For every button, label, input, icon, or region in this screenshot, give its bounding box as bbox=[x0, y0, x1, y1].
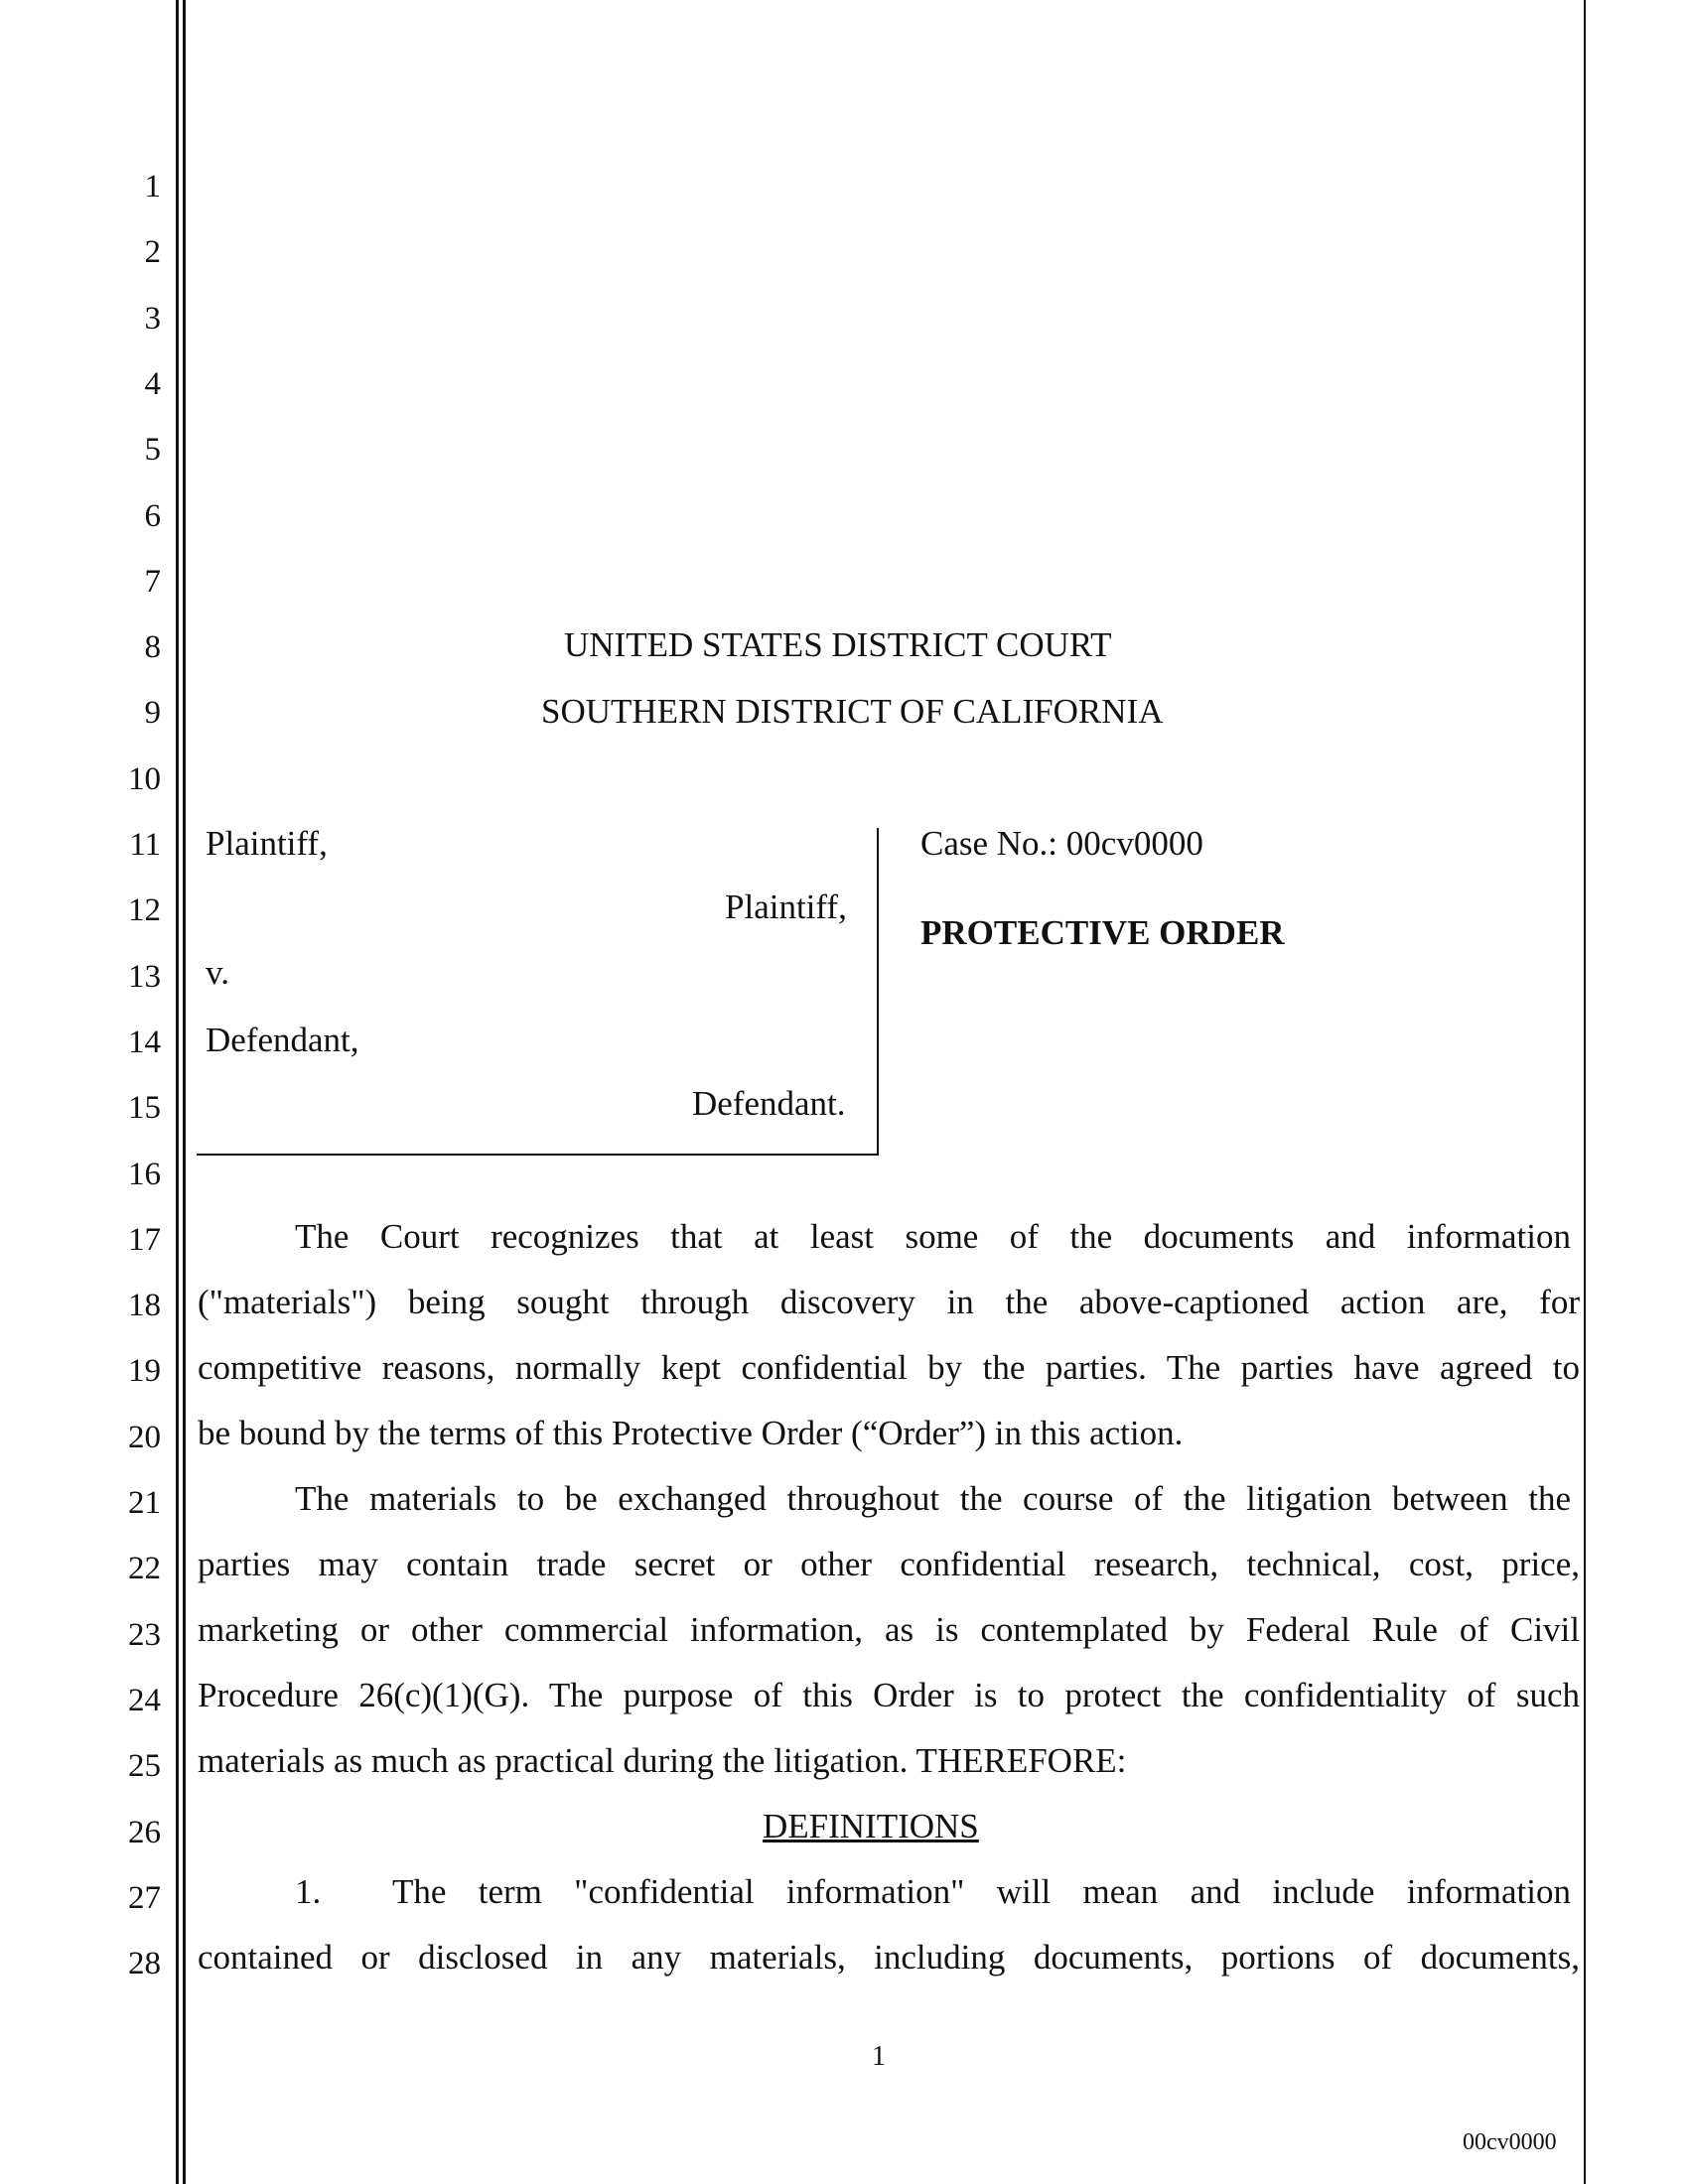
line-number: 18 bbox=[128, 1288, 161, 1324]
line-number: 15 bbox=[128, 1090, 161, 1127]
line-number: 4 bbox=[144, 365, 161, 402]
line-number: 14 bbox=[128, 1024, 161, 1060]
caption-vertical-line bbox=[877, 828, 879, 1156]
line-number: 16 bbox=[128, 1156, 161, 1192]
para2-line-2: parties may contain trade secret or other confidential research, technical, cost, price, bbox=[198, 1545, 1580, 1583]
line-number: 19 bbox=[128, 1353, 161, 1390]
footer-case-ref: 00cv0000 bbox=[1463, 2129, 1557, 2155]
item-1-line-2: contained or disclosed in any materials, including documents, portions of documents, bbox=[198, 1938, 1580, 1977]
line-number: 26 bbox=[128, 1814, 161, 1850]
case-number: Case No.: 00cv0000 bbox=[920, 824, 1203, 863]
line-number: 13 bbox=[128, 958, 161, 995]
plaintiff-role: Plaintiff, bbox=[725, 887, 847, 926]
left-double-rule-inner bbox=[183, 0, 186, 2184]
para2-line-3: marketing or other commercial information, as is contemplated by Federal Rule of Civil bbox=[198, 1610, 1580, 1649]
line-number: 25 bbox=[128, 1748, 161, 1785]
line-number: 11 bbox=[129, 827, 161, 863]
line-number: 17 bbox=[128, 1221, 161, 1258]
item-1-number: 1. bbox=[295, 1872, 322, 1911]
left-double-rule-outer bbox=[176, 0, 179, 2184]
line-number: 27 bbox=[128, 1879, 161, 1916]
court-district: SOUTHERN DISTRICT OF CALIFORNIA bbox=[541, 692, 1164, 731]
para1-line-3: competitive reasons, normally kept confidential by the parties. The parties have agreed to bbox=[198, 1348, 1580, 1387]
item-1-line-1: The term "confidential information" will mean and include information bbox=[392, 1872, 1571, 1911]
page-number: 1 bbox=[872, 2041, 886, 2072]
line-number: 23 bbox=[128, 1616, 161, 1653]
versus: v. bbox=[206, 953, 229, 992]
line-number: 8 bbox=[144, 629, 161, 666]
document-title: PROTECTIVE ORDER bbox=[920, 913, 1285, 952]
line-number: 6 bbox=[144, 497, 161, 534]
line-number: 28 bbox=[128, 1946, 161, 1982]
right-rule bbox=[1584, 0, 1586, 2184]
para2-line-5: materials as much as practical during the litigation. THEREFORE: bbox=[198, 1741, 1127, 1780]
line-number: 12 bbox=[128, 892, 161, 929]
plaintiff-name: Plaintiff, bbox=[206, 824, 328, 863]
line-number: 10 bbox=[128, 760, 161, 797]
line-number: 5 bbox=[144, 432, 161, 469]
defendant-name: Defendant, bbox=[206, 1021, 359, 1059]
line-number: 2 bbox=[144, 234, 161, 271]
para2-line-4: Procedure 26(c)(1)(G). The purpose of this Order is to protect the confidentiality of such bbox=[198, 1676, 1580, 1714]
para1-line-1: The Court recognizes that at least some of the documents and information bbox=[295, 1217, 1571, 1256]
para1-line-2: ("materials") being sought through discovery in the above-captioned action are, for bbox=[198, 1283, 1580, 1321]
line-number: 7 bbox=[144, 563, 161, 600]
line-number: 21 bbox=[128, 1485, 161, 1521]
defendant-role: Defendant. bbox=[692, 1084, 846, 1123]
definitions-heading: DEFINITIONS bbox=[763, 1807, 979, 1845]
court-name: UNITED STATES DISTRICT COURT bbox=[564, 625, 1112, 664]
line-number: 9 bbox=[144, 695, 161, 732]
para1-line-4: be bound by the terms of this Protective Order (“Order”) in this action. bbox=[198, 1414, 1184, 1452]
line-number: 3 bbox=[144, 300, 161, 337]
line-number: 20 bbox=[128, 1419, 161, 1455]
para2-line-1: The materials to be exchanged throughout the course of the litigation between the bbox=[295, 1479, 1571, 1518]
line-number: 1 bbox=[144, 169, 161, 205]
line-number: 22 bbox=[128, 1551, 161, 1587]
caption-horizontal-line bbox=[197, 1154, 879, 1156]
line-number: 24 bbox=[128, 1682, 161, 1718]
